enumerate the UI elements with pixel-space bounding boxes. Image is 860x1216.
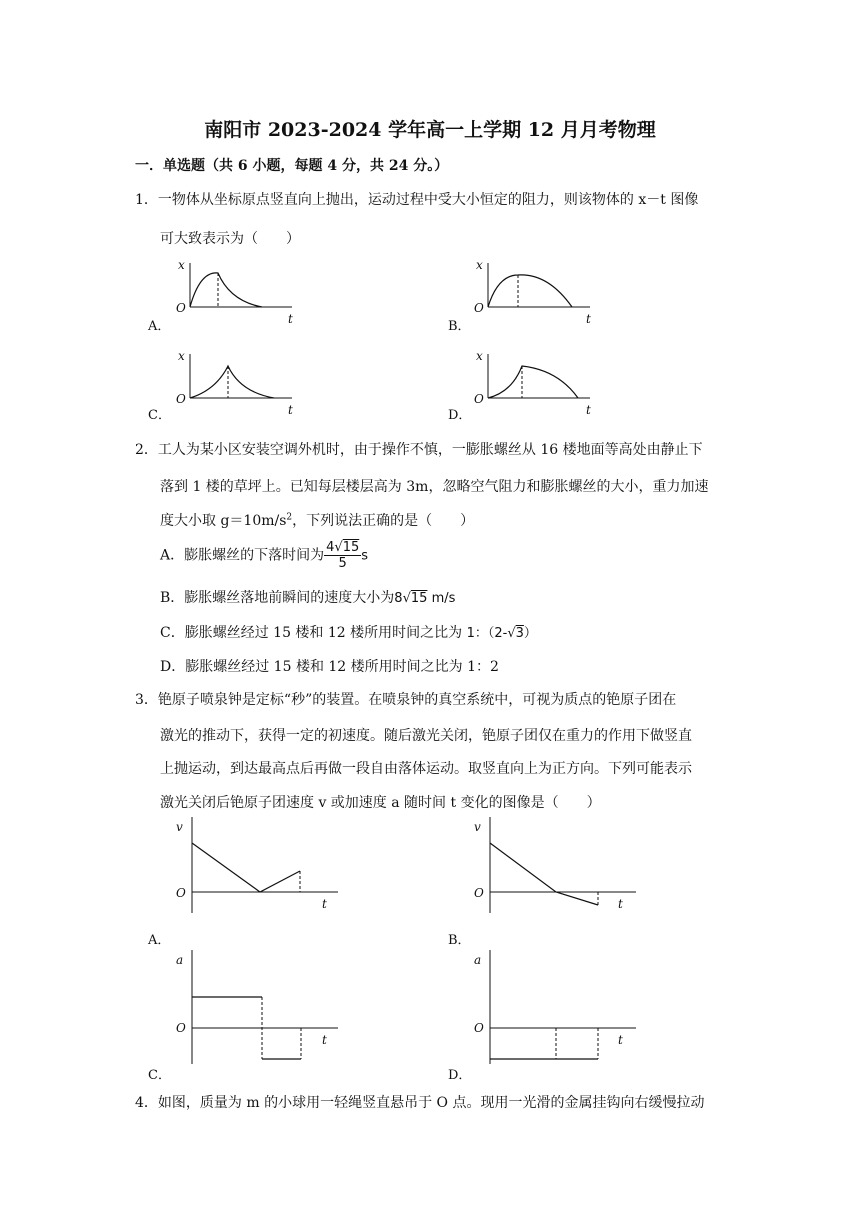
q1c-origin: O: [176, 392, 186, 406]
q4-line1: 4．如图，质量为 m 的小球用一轻绳竖直悬吊于 O 点。现用一光滑的金属挂钩向右缓慢拉动: [135, 1095, 705, 1111]
q1-option-c[interactable]: C．: [148, 408, 171, 423]
q1-option-a[interactable]: A．: [148, 319, 171, 334]
q1-graph-d: [468, 346, 603, 421]
q2-option-a[interactable]: A．膨胀螺丝的下落时间为 $\frac{4√15}{5}$ s: [160, 540, 369, 571]
q3c-axis-a: a: [176, 953, 184, 967]
q3c-axis-t: t: [322, 1033, 327, 1047]
q1b-origin: O: [474, 301, 484, 315]
q3d-origin: O: [474, 1021, 484, 1035]
q1-graph-a: [170, 255, 305, 330]
q1a-axis-x: x: [178, 258, 185, 272]
q1a-axis-t: t: [288, 312, 293, 326]
q1b-axis-t: t: [586, 312, 591, 326]
q1-graph-c: [170, 346, 305, 421]
q3c-origin: O: [176, 1021, 186, 1035]
q3a-origin: O: [176, 886, 186, 900]
q1-line2: 可大致表示为（ ）: [160, 231, 300, 247]
q3-graph-c: [170, 948, 340, 1066]
q2-line1: 2．工人为某小区安装空调外机时，由于操作不慎，一膨胀螺丝从 16 楼地面等高处由静止下: [135, 442, 703, 458]
q3b-origin: O: [474, 886, 484, 900]
q1b-axis-x: x: [476, 258, 483, 272]
q1-graph-b: [468, 255, 603, 330]
q3-graph-b: [468, 815, 638, 915]
q3a-axis-v: v: [176, 820, 183, 834]
q1d-origin: O: [474, 392, 484, 406]
q3-line1: 3．铯原子喷泉钟是定标“秒”的装置。在喷泉钟的真空系统中，可视为质点的铯原子团在: [135, 692, 677, 708]
q3-line4: 激光关闭后铯原子团速度 v 或加速度 a 随时间 t 变化的图像是（ ）: [160, 795, 601, 811]
q1-option-d[interactable]: D．: [448, 408, 472, 423]
q2-line3: 度大小取 $g=10m/s^2$，下列说法正确的是（ ）: [160, 512, 475, 529]
q3-graph-d: [468, 948, 638, 1066]
q2-option-a-fraction: $\frac{4√15}{5}$: [326, 540, 360, 571]
q2-option-b[interactable]: B．膨胀螺丝落地前瞬间的速度大小为8√15 m/s: [160, 590, 456, 606]
q3-option-b[interactable]: B．: [448, 933, 471, 948]
q3b-axis-v: v: [474, 820, 481, 834]
q2-option-c[interactable]: C．膨胀螺丝经过 15 楼和 12 楼所用时间之比为 1：（2-√3）: [160, 625, 537, 641]
q1d-axis-t: t: [586, 403, 591, 417]
q1c-axis-x: x: [178, 349, 185, 363]
q3-option-d[interactable]: D．: [448, 1068, 472, 1083]
q3a-axis-t: t: [322, 897, 327, 911]
q1-option-b[interactable]: B．: [448, 319, 471, 334]
q3-line3: 上抛运动，到达最高点后再做一段自由落体运动。取竖直向上为正方向。下列可能表示: [160, 761, 692, 777]
q3-line2: 激光的推动下，获得一定的初速度。随后激光关闭，铯原子团仅在重力的作用下做竖直: [160, 728, 692, 744]
q3d-axis-a: a: [474, 953, 482, 967]
q1c-axis-t: t: [288, 403, 293, 417]
section-heading: 一．单选题（共 6 小题，每题 4 分，共 24 分。）: [135, 158, 449, 174]
q2-option-d[interactable]: D．膨胀螺丝经过 15 楼和 12 楼所用时间之比为 1：2: [160, 659, 499, 675]
q3-graph-a: [170, 815, 340, 915]
q2-line2: 落到 1 楼的草坪上。已知每层楼层高为 3m，忽略空气阻力和膨胀螺丝的大小，重力加速: [160, 479, 709, 495]
q3-option-c[interactable]: C．: [148, 1068, 171, 1083]
q3d-axis-t: t: [618, 1033, 623, 1047]
q3-option-a[interactable]: A．: [148, 933, 171, 948]
q3b-axis-t: t: [618, 897, 623, 911]
page-title: 南阳市 2023-2024 学年高一上学期 12 月月考物理: [204, 119, 656, 141]
q1d-axis-x: x: [476, 349, 483, 363]
q1a-origin: O: [176, 301, 186, 315]
q1-line1: 1．一物体从坐标原点竖直向上抛出，运动过程中受大小恒定的阻力，则该物体的 x－t 图像: [135, 192, 699, 208]
